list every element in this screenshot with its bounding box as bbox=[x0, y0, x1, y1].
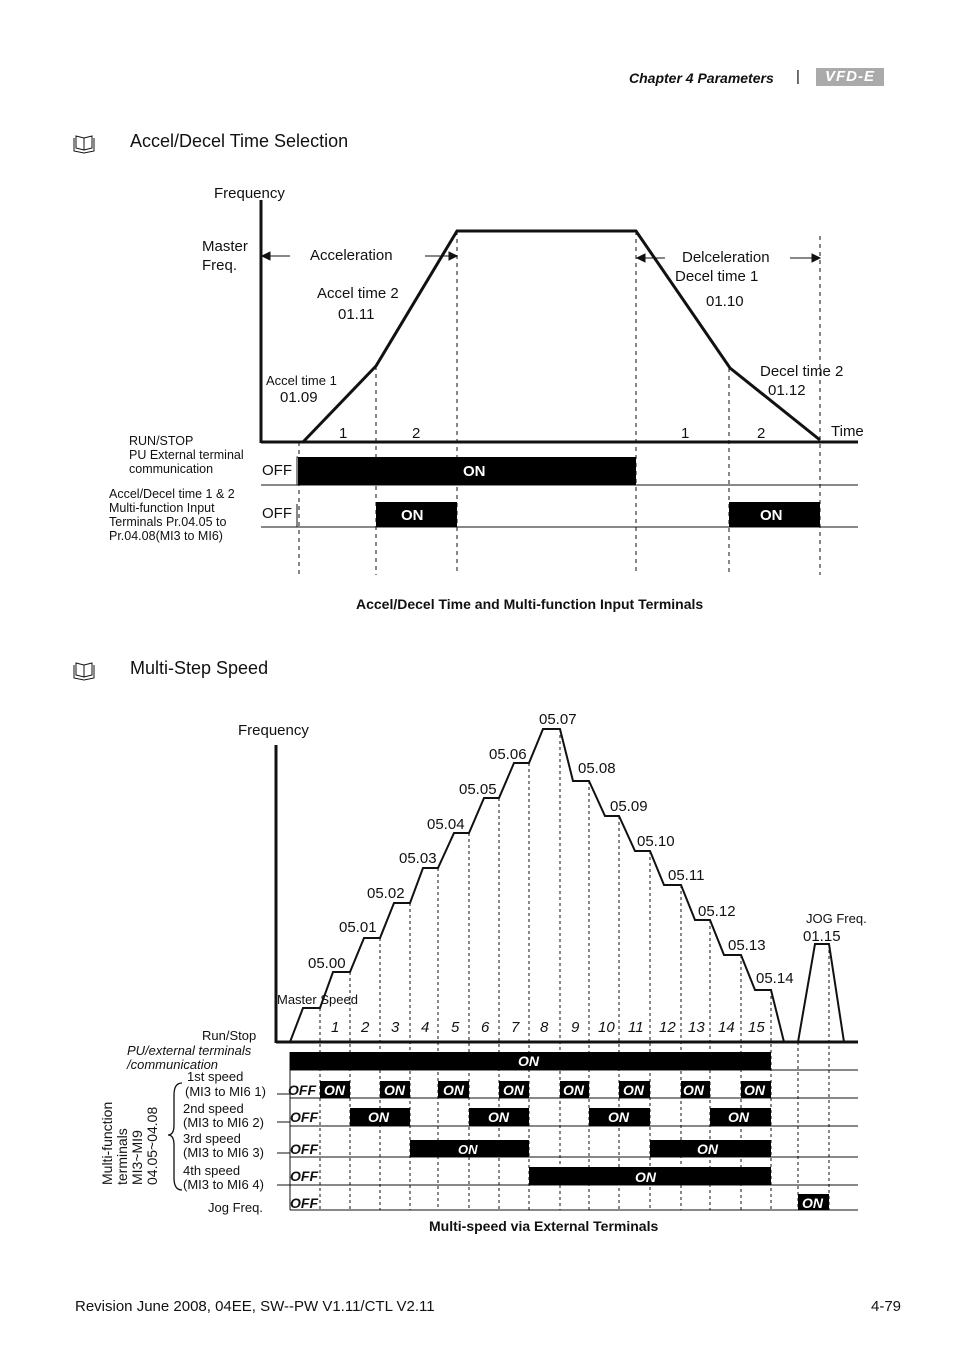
d2-row2-line2: (MI3 to MI6 2) bbox=[183, 1115, 264, 1130]
d2-on-r1-5: ON bbox=[563, 1082, 584, 1098]
d2-on-run: ON bbox=[518, 1053, 539, 1069]
d1-run-stop-1: RUN/STOP bbox=[129, 434, 194, 448]
d1-seg3: 1 bbox=[681, 425, 690, 442]
d2-on-r2-2: ON bbox=[488, 1109, 509, 1125]
d2-side-line3: MI3~MI9 bbox=[129, 1130, 145, 1185]
d1-off1: OFF bbox=[262, 462, 292, 479]
footer-page-number: 4-79 bbox=[871, 1298, 902, 1315]
section2-title: Multi-Step Speed bbox=[130, 658, 269, 678]
d2-step-11: 11 bbox=[628, 1019, 644, 1036]
d1-frequency-label: Frequency bbox=[214, 185, 285, 202]
d1-time-label: Time bbox=[831, 423, 864, 440]
d2-step-12: 12 bbox=[659, 1019, 676, 1036]
d2-jog-freq: JOG Freq. bbox=[806, 911, 867, 926]
d1-on1: ON bbox=[463, 463, 486, 480]
d2-step-5: 5 bbox=[451, 1019, 460, 1036]
d2-jog-param: 01.15 bbox=[803, 928, 841, 945]
d1-accel-time2: Accel time 2 bbox=[317, 285, 399, 302]
d2-on-r3-2: ON bbox=[697, 1141, 718, 1157]
d2-speed-05-02: 05.02 bbox=[367, 885, 405, 902]
d2-row1-line2: (MI3 to MI6 1) bbox=[185, 1084, 266, 1099]
d2-on-r2-1: ON bbox=[368, 1109, 389, 1125]
d2-row3-line2: (MI3 to MI6 3) bbox=[183, 1145, 264, 1160]
vfd-e-logo: VFD-E bbox=[816, 68, 884, 86]
d2-speed-05-09: 05.09 bbox=[610, 798, 648, 815]
d2-speed-05-01: 05.01 bbox=[339, 919, 377, 936]
d2-on-r1-6: ON bbox=[623, 1082, 644, 1098]
d2-side-label bbox=[100, 1102, 160, 1185]
d1-on2b: ON bbox=[760, 507, 783, 524]
d1-deceleration: Delceleration bbox=[682, 249, 770, 266]
d2-off-row5: OFF bbox=[290, 1195, 318, 1211]
d2-on-r2-4: ON bbox=[728, 1109, 749, 1125]
d1-terms-3: Terminals Pr.04.05 to bbox=[109, 515, 227, 529]
d1-accel-time2-param: 01.11 bbox=[338, 306, 375, 323]
d2-step-3: 3 bbox=[391, 1019, 400, 1036]
d1-seg4: 2 bbox=[757, 425, 766, 442]
d2-pu-line1: PU/external terminals bbox=[127, 1043, 252, 1058]
d1-accel-time1-param: 01.09 bbox=[280, 389, 318, 406]
d2-step-7: 7 bbox=[511, 1019, 520, 1036]
d2-speed-05-03: 05.03 bbox=[399, 850, 437, 867]
d2-on-r4-1: ON bbox=[635, 1169, 656, 1185]
d1-caption: Accel/Decel Time and Multi-function Input Terminals bbox=[356, 596, 704, 612]
d2-speed-05-11: 05.11 bbox=[668, 867, 705, 884]
d2-row4-line2: (MI3 to MI6 4) bbox=[183, 1177, 264, 1192]
d2-step-10: 10 bbox=[598, 1019, 615, 1036]
d2-on-r1-7: ON bbox=[683, 1082, 704, 1098]
d2-run-stop: Run/Stop bbox=[202, 1028, 257, 1043]
d1-on2a: ON bbox=[401, 507, 424, 524]
d1-seg1: 1 bbox=[339, 425, 348, 442]
d2-on-r1-4: ON bbox=[503, 1082, 524, 1098]
d2-off-row1: OFF bbox=[288, 1082, 316, 1098]
d2-step-6: 6 bbox=[481, 1019, 490, 1036]
d2-speed-05-14: 05.14 bbox=[756, 970, 794, 987]
d2-step-1: 1 bbox=[331, 1019, 340, 1036]
d2-off-row3: OFF bbox=[290, 1141, 318, 1157]
d2-row1-line1: 1st speed bbox=[187, 1069, 244, 1084]
d2-step-13: 13 bbox=[688, 1019, 705, 1036]
d2-step-2: 2 bbox=[361, 1019, 370, 1036]
d2-pu-line2: /communication bbox=[127, 1057, 219, 1072]
d1-decel-time1-param: 01.10 bbox=[706, 293, 744, 310]
d2-speed-05-07: 05.07 bbox=[539, 711, 577, 728]
d2-speed-05-05: 05.05 bbox=[459, 781, 497, 798]
d2-side-line1: Multi-function bbox=[99, 1101, 115, 1185]
d2-on-r2-3: ON bbox=[608, 1109, 629, 1125]
d2-step-4: 4 bbox=[421, 1019, 430, 1036]
d1-run-stop-3: communication bbox=[129, 462, 214, 476]
d1-terms-2: Multi-function Input bbox=[109, 501, 215, 515]
d2-speed-05-13: 05.13 bbox=[728, 937, 766, 954]
d1-run-stop-2: PU External terminal bbox=[129, 448, 244, 462]
d2-master-speed: Master Speed bbox=[277, 992, 358, 1007]
d2-speed-05-04: 05.04 bbox=[427, 816, 465, 833]
d1-off2: OFF bbox=[262, 505, 292, 522]
d1-master-freq-1: Master bbox=[202, 238, 248, 255]
d2-side-line2: terminals bbox=[114, 1128, 130, 1185]
d2-speed-05-12: 05.12 bbox=[698, 903, 736, 920]
d1-accel-time1: Accel time 1 bbox=[266, 373, 337, 388]
d2-speed-05-10: 05.10 bbox=[637, 833, 675, 850]
d2-caption: Multi-speed via External Terminals bbox=[429, 1218, 659, 1234]
d2-on-r3-1: ON bbox=[458, 1142, 478, 1157]
d2-on-r1-1: ON bbox=[324, 1082, 345, 1098]
d1-terms-4: Pr.04.08(MI3 to MI6) bbox=[109, 529, 223, 543]
footer-revision: Revision June 2008, 04EE, SW--PW V1.11/CTL V2.11 bbox=[75, 1298, 435, 1315]
d1-decel-time2-param: 01.12 bbox=[768, 382, 806, 399]
d2-frequency-label: Frequency bbox=[238, 722, 309, 739]
d1-decel-time2: Decel time 2 bbox=[760, 363, 844, 380]
d2-off-row4: OFF bbox=[290, 1168, 318, 1184]
d2-on-r1-3: ON bbox=[443, 1082, 464, 1098]
d2-side-line4: 04.05~04.08 bbox=[144, 1106, 160, 1185]
d2-row2-line1: 2nd speed bbox=[183, 1101, 244, 1116]
d1-seg2: 2 bbox=[412, 425, 421, 442]
d2-off-row2: OFF bbox=[290, 1109, 318, 1125]
d2-on-r1-2: ON bbox=[384, 1082, 405, 1098]
chapter-heading: Chapter 4 Parameters bbox=[629, 70, 774, 86]
header-separator: | bbox=[796, 68, 800, 85]
d2-step-15: 15 bbox=[748, 1019, 765, 1036]
d2-speed-05-08: 05.08 bbox=[578, 760, 616, 777]
d2-speed-05-06: 05.06 bbox=[489, 746, 527, 763]
d2-step-14: 14 bbox=[718, 1019, 735, 1036]
d1-terms-1: Accel/Decel time 1 & 2 bbox=[109, 487, 235, 501]
d2-on-r5-1: ON bbox=[802, 1195, 823, 1211]
d2-row3-line1: 3rd speed bbox=[183, 1131, 241, 1146]
d2-on-r1-8: ON bbox=[744, 1082, 765, 1098]
section1-title: Accel/Decel Time Selection bbox=[130, 131, 349, 151]
d1-acceleration: Acceleration bbox=[310, 247, 393, 264]
d2-row5: Jog Freq. bbox=[208, 1200, 263, 1215]
d1-master-freq-2: Freq. bbox=[202, 257, 238, 274]
d2-step-8: 8 bbox=[540, 1019, 549, 1036]
d1-decel-time1: Decel time 1 bbox=[675, 268, 759, 285]
d2-speed-05-00: 05.00 bbox=[308, 955, 346, 972]
d2-step-9: 9 bbox=[571, 1019, 580, 1036]
d2-row4-line1: 4th speed bbox=[183, 1163, 241, 1178]
